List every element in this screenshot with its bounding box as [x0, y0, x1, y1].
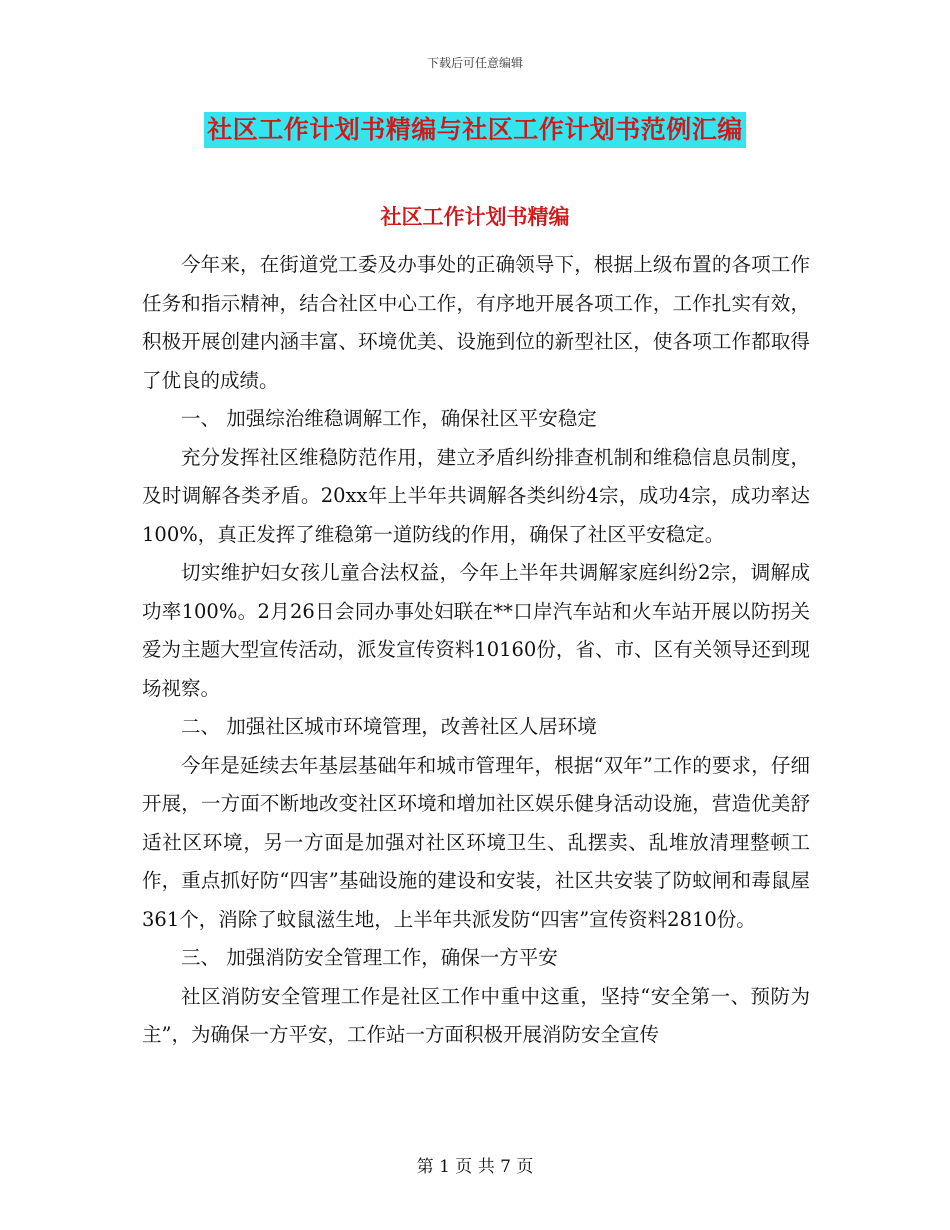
paragraph-intro: 今年来，在街道党工委及办事处的正确领导下，根据上级布置的各项工作任务和指示精神，结合社区中心工作，有序地开展各项工作，工作扎实有效，积极开展创建内涵丰富、环境优美、设施到位的新型社区，使各项工作都取得了优良的成绩。: [142, 253, 810, 392]
page-header-note: 下载后可任意编辑: [426, 56, 523, 70]
paragraph-item-2: 今年是延续去年基层基础年和城市管理年，根据“双年”工作的要求，仔细开展，一方面不断地改变社区环境和增加社区娱乐健身活动设施，营造优美舒适社区环境，另一方面是加强对社区环境卫生、乱摆卖、乱堆放清理整顿工作，重点抓好防“四害”基础设施的建设和安装，社区共安装了防蚊闸和毒鼠屋361个，消除了蚊鼠滋生地，上半年共派发防“四害”宣传资料2810份。: [142, 753, 810, 931]
paragraph-item-3: 社区消防安全管理工作是社区工作中重中这重，坚持“安全第一、预防为主”，为确保一方平安，工作站一方面积极开展消防安全宣传: [142, 984, 810, 1046]
heading-item-2: 二、 加强社区城市环境管理，改善社区人居环境: [181, 715, 597, 738]
heading-item-1: 一、 加强综治维稳调解工作，确保社区平安稳定: [181, 407, 597, 430]
document-title-container: [0, 112, 950, 148]
page-number-footer: 第 1 页 共 7 页: [416, 1157, 534, 1177]
paragraph-item-1-b: 切实维护妇女孩儿童合法权益，今年上半年共调解家庭纠纷2宗，调解成功率100%。2月26日会同办事处妇联在**口岸汽车站和火车站开展以防拐关爱为主题大型宣传活动，派发宣传资料10160份，省、市、区有关领导还到现场视察。: [142, 561, 810, 700]
document-body: [142, 246, 810, 1055]
section-title: 社区工作计划书精编: [380, 204, 570, 229]
paragraph-item-1-a: 充分发挥社区维稳防范作用，建立矛盾纠纷排查机制和维稳信息员制度，及时调解各类矛盾。20xx年上半年共调解各类纠纷4宗，成功4宗，成功率达100%，真正发挥了维稳第一道防线的作用，确保了社区平安稳定。: [142, 445, 810, 546]
heading-item-3: 三、 加强消防安全管理工作，确保一方平安: [181, 946, 558, 969]
document-title: 社区工作计划书精编与社区工作计划书范例汇编: [204, 112, 746, 148]
